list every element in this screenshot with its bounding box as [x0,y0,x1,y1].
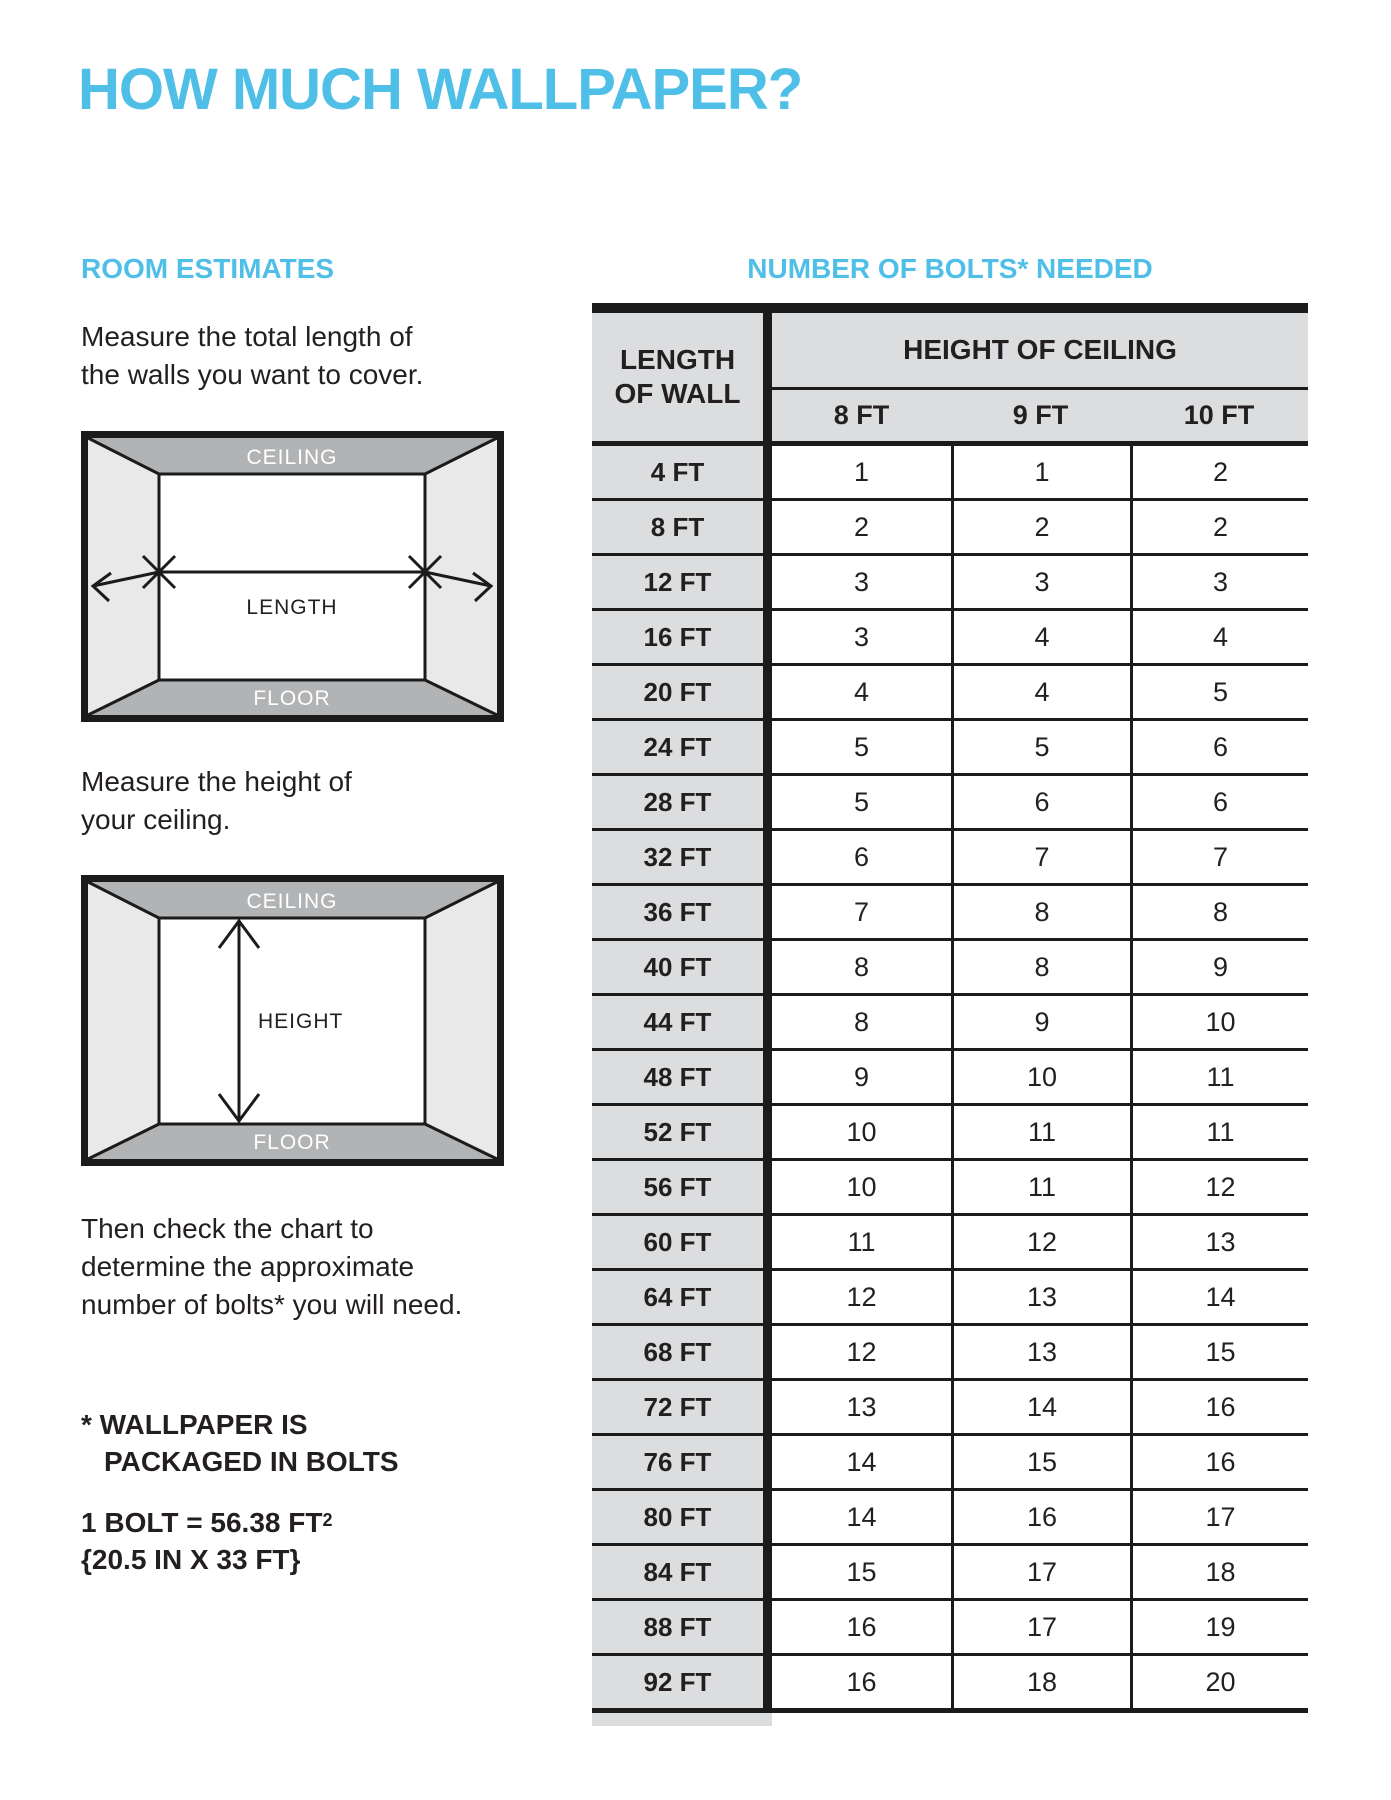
bolt-eq-text: 1 BOLT = 56.38 FT [81,1507,323,1538]
bolts-9ft-cell: 4 [951,666,1130,718]
step3-text [81,1210,462,1324]
step1-line2: the walls you want to cover. [81,359,424,390]
step3-line1: Then check the chart to [81,1213,374,1244]
bolts-9ft-cell: 2 [951,501,1130,553]
bolts-10ft-cell: 19 [1130,1601,1308,1653]
height-of-ceiling-header: HEIGHT OF CEILING [772,313,1308,390]
bolts-8ft-cell: 15 [772,1546,951,1598]
bolts-8ft-cell: 5 [772,776,951,828]
bolts-9ft-cell: 3 [951,556,1130,608]
bolts-8ft-cell: 16 [772,1601,951,1653]
bolts-8ft-cell: 8 [772,941,951,993]
step3-line3: number of bolts* you will need. [81,1289,463,1320]
wall-length-cell: 80 FT [592,1491,772,1543]
length-label: LENGTH [246,596,338,619]
table-row [592,996,1308,1051]
table-row [592,1216,1308,1271]
back-wall [159,474,425,680]
bolts-10ft-cell: 2 [1130,446,1308,498]
bolts-9ft-cell: 10 [951,1051,1130,1103]
bolts-10ft-cell: 2 [1130,501,1308,553]
bolts-9ft-cell: 1 [951,446,1130,498]
bolts-8ft-cell: 4 [772,666,951,718]
table-row [592,1656,1308,1708]
floor-label: FLOOR [253,687,331,710]
wall-length-cell: 48 FT [592,1051,772,1103]
bolts-9ft-cell: 11 [951,1106,1130,1158]
step3-line2: determine the approximate [81,1251,415,1282]
bolts-10ft-cell: 3 [1130,556,1308,608]
table-row [592,776,1308,831]
bolts-10ft-cell: 20 [1130,1656,1308,1708]
table-row [592,1491,1308,1546]
table-row [592,941,1308,996]
step1-line1: Measure the total length of [81,321,413,352]
table-row [592,886,1308,941]
bolts-10ft-cell: 11 [1130,1051,1308,1103]
table-top-bar [592,303,1308,313]
bolts-9ft-cell: 8 [951,886,1130,938]
bolts-9ft-cell: 11 [951,1161,1130,1213]
room-estimates-heading: ROOM ESTIMATES [81,253,335,284]
table-row [592,446,1308,501]
bolts-10ft-cell: 6 [1130,776,1308,828]
bolts-10ft-cell: 13 [1130,1216,1308,1268]
ceiling-height-columns [772,390,1308,441]
step2-line2: your ceiling. [81,804,231,835]
bolts-9ft-cell: 18 [951,1656,1130,1708]
bolts-8ft-cell: 10 [772,1161,951,1213]
bolts-9ft-cell: 4 [951,611,1130,663]
bolts-8ft-cell: 3 [772,611,951,663]
table-row [592,1546,1308,1601]
wall-length-cell: 64 FT [592,1271,772,1323]
bolts-10ft-cell: 10 [1130,996,1308,1048]
bolts-8ft-cell: 9 [772,1051,951,1103]
bolt-equivalence [81,1502,332,1578]
length-of-wall-line2: OF WALL [614,378,741,409]
bolts-10ft-cell: 9 [1130,941,1308,993]
length-of-wall-header [592,313,772,441]
table-row [592,1326,1308,1381]
bolts-10ft-cell: 16 [1130,1381,1308,1433]
table-row [592,501,1308,556]
bolt-dims-line: {20.5 IN X 33 FT} [81,1544,301,1575]
bolts-10ft-cell: 11 [1130,1106,1308,1158]
bolts-9ft-cell: 13 [951,1271,1130,1323]
bolts-8ft-cell: 5 [772,721,951,773]
bolts-8ft-cell: 1 [772,446,951,498]
wall-length-cell: 72 FT [592,1381,772,1433]
bolts-8ft-cell: 3 [772,556,951,608]
room-length-diagram [81,431,504,722]
bolts-9ft-cell: 9 [951,996,1130,1048]
table-row [592,611,1308,666]
wall-length-cell: 12 FT [592,556,772,608]
bolts-9ft-cell: 15 [951,1436,1130,1488]
table-header [592,313,1308,441]
bolts-10ft-cell: 7 [1130,831,1308,883]
bolts-8ft-cell: 8 [772,996,951,1048]
footnote-line2: PACKAGED IN BOLTS [104,1446,399,1477]
bolts-8ft-cell: 14 [772,1436,951,1488]
bolts-9ft-cell: 8 [951,941,1130,993]
wall-length-cell: 68 FT [592,1326,772,1378]
table-row [592,1271,1308,1326]
table-row [592,1161,1308,1216]
table-row [592,666,1308,721]
col-header-9ft: 9 FT [1012,400,1069,430]
bolt-eq-line [81,1502,332,1541]
wall-length-cell: 40 FT [592,941,772,993]
bolt-eq-superscript: 2 [322,1510,333,1530]
wall-length-cell: 8 FT [592,501,772,553]
table-row [592,1436,1308,1491]
height-label: HEIGHT [258,1010,344,1033]
bolts-9ft-cell: 17 [951,1601,1130,1653]
step2-line1: Measure the height of [81,766,352,797]
table-row [592,1601,1308,1656]
wallpaper-footnote [81,1406,399,1480]
wall-length-cell: 28 FT [592,776,772,828]
bolts-10ft-cell: 6 [1130,721,1308,773]
bolts-8ft-cell: 16 [772,1656,951,1708]
right-wall [425,438,497,715]
table-row [592,721,1308,776]
bolts-9ft-cell: 16 [951,1491,1130,1543]
bolts-10ft-cell: 15 [1130,1326,1308,1378]
bolts-8ft-cell: 10 [772,1106,951,1158]
bolts-10ft-cell: 14 [1130,1271,1308,1323]
ceiling-label: CEILING [246,446,338,469]
table-row [592,556,1308,611]
bolts-10ft-cell: 16 [1130,1436,1308,1488]
table-row [592,831,1308,886]
bolts-8ft-cell: 2 [772,501,951,553]
bolts-10ft-cell: 17 [1130,1491,1308,1543]
table-row [592,1106,1308,1161]
bolts-9ft-cell: 12 [951,1216,1130,1268]
wall-length-cell: 24 FT [592,721,772,773]
wall-length-cell: 32 FT [592,831,772,883]
bolts-table [592,303,1308,1726]
bolts-8ft-cell: 11 [772,1216,951,1268]
bolts-8ft-cell: 14 [772,1491,951,1543]
wall-length-cell: 60 FT [592,1216,772,1268]
wall-length-cell: 36 FT [592,886,772,938]
bolts-8ft-cell: 6 [772,831,951,883]
floor-label: FLOOR [253,1131,331,1154]
wall-length-cell: 56 FT [592,1161,772,1213]
step1-text [81,318,423,394]
bolts-10ft-cell: 5 [1130,666,1308,718]
left-wall [88,882,159,1159]
wall-length-cell: 16 FT [592,611,772,663]
bolts-8ft-cell: 12 [772,1326,951,1378]
col-header-10ft: 10 FT [1183,400,1255,430]
bolts-10ft-cell: 4 [1130,611,1308,663]
table-body [592,446,1308,1708]
table-row [592,1381,1308,1436]
table-row [592,1051,1308,1106]
footnote-line1: * WALLPAPER IS [81,1409,308,1440]
bolts-9ft-cell: 14 [951,1381,1130,1433]
wall-length-cell: 20 FT [592,666,772,718]
bolts-10ft-cell: 18 [1130,1546,1308,1598]
room-height-diagram [81,875,504,1166]
left-wall [88,438,159,715]
bolts-10ft-cell: 12 [1130,1161,1308,1213]
wall-length-cell: 44 FT [592,996,772,1048]
bolts-needed-heading: NUMBER OF BOLTS* NEEDED [747,253,1153,284]
page-title: HOW MUCH WALLPAPER? [78,57,803,122]
wall-length-cell: 76 FT [592,1436,772,1488]
bolts-9ft-cell: 6 [951,776,1130,828]
bolts-8ft-cell: 12 [772,1271,951,1323]
bolts-10ft-cell: 8 [1130,886,1308,938]
wall-length-cell: 52 FT [592,1106,772,1158]
right-wall [425,882,497,1159]
label-column-stub [592,1713,772,1726]
bolts-8ft-cell: 7 [772,886,951,938]
bolts-9ft-cell: 5 [951,721,1130,773]
wall-length-cell: 4 FT [592,446,772,498]
bolts-9ft-cell: 13 [951,1326,1130,1378]
bolts-8ft-cell: 13 [772,1381,951,1433]
wall-length-cell: 84 FT [592,1546,772,1598]
wall-length-cell: 88 FT [592,1601,772,1653]
bolts-9ft-cell: 17 [951,1546,1130,1598]
step2-text [81,763,352,839]
length-of-wall-line1: LENGTH [619,344,736,375]
bolts-9ft-cell: 7 [951,831,1130,883]
wall-length-cell: 92 FT [592,1656,772,1708]
col-header-8ft: 8 FT [833,400,890,430]
ceiling-label: CEILING [246,890,338,913]
